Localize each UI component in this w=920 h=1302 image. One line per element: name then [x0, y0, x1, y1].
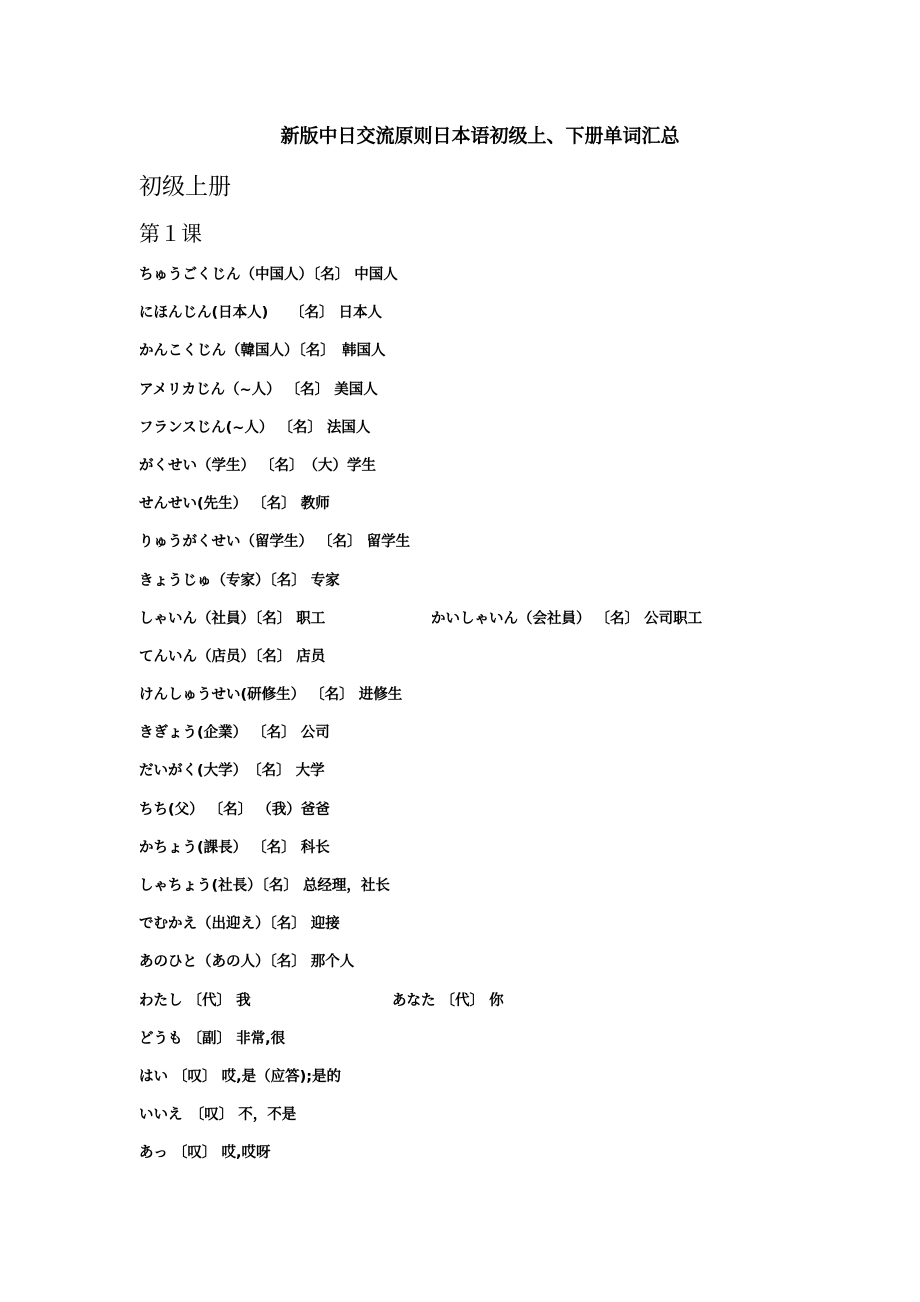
- vocab-entry: いいえ 〔叹〕 不，不是: [139, 1107, 297, 1124]
- vocab-row: [139, 988, 839, 1026]
- vocab-entry: どうも 〔副〕 非常,很: [139, 1030, 286, 1047]
- vocab-entry: りゅうがくせい（留学生） 〔名〕 留学生: [139, 534, 411, 551]
- vocab-entry: きぎょう(企業） 〔名〕 公司: [139, 725, 330, 742]
- vocab-entry: ちゅうごくじん（中国人）〔名〕 中国人: [139, 267, 398, 283]
- vocab-row: [139, 873, 839, 911]
- vocab-entry: けんしゅうせい(研修生） 〔名〕 进修生: [139, 687, 403, 704]
- vocab-row: [139, 1064, 839, 1102]
- vocab-row: [139, 797, 839, 835]
- vocab-entry: あのひと（あの人）〔名〕 那个人: [139, 954, 355, 971]
- vocab-entry: しゃちょう(社長）〔名〕 总经理，社长: [139, 878, 390, 894]
- vocab-row: [139, 949, 839, 987]
- vocabulary-list: [139, 262, 839, 1179]
- vocab-entry: ちち(父） 〔名〕 （我）爸爸: [139, 801, 330, 818]
- vocab-entry: てんいん（店员）〔名〕 店员: [139, 648, 326, 665]
- vocab-row: [139, 606, 839, 644]
- vocab-row: [139, 300, 839, 338]
- vocab-entry: アメリカじん（~人） 〔名〕 美国人: [139, 381, 378, 398]
- vocab-entry: せんせい(先生） 〔名〕 教师: [139, 496, 330, 513]
- vocab-entry: わたし 〔代〕 我: [139, 992, 251, 1009]
- vocab-row: [139, 644, 839, 682]
- vocab-entry: だいがく(大学） 〔名〕 大学: [139, 763, 325, 780]
- vocab-row: [139, 1026, 839, 1064]
- vocab-entry: あっ 〔叹〕 哎,哎呀: [139, 1145, 271, 1162]
- vocab-row: [139, 682, 839, 720]
- vocab-row: [139, 262, 839, 300]
- vocab-row: [139, 529, 839, 567]
- vocab-entry: にほんじん(日本人) 〔名〕 日本人: [139, 305, 383, 322]
- vocab-row: [139, 720, 839, 758]
- vocab-entry: がくせい（学生） 〔名〕 （大）学生: [139, 457, 377, 474]
- vocab-entry: はい 〔叹〕 哎,是（应答);是的: [139, 1068, 342, 1085]
- vocab-row: [139, 491, 839, 529]
- vocab-row: [139, 453, 839, 491]
- vocab-row: [139, 835, 839, 873]
- lesson-heading: 第１课: [139, 222, 202, 246]
- vocab-row: [139, 911, 839, 949]
- vocab-entry: しゃいん（社員）〔名〕 职工: [139, 610, 326, 627]
- vocab-entry: あなた 〔代〕 你: [392, 992, 504, 1009]
- document-title: 新版中日交流原则日本语初级上、下册单词汇总: [280, 125, 680, 147]
- vocab-row: [139, 377, 839, 415]
- vocab-row: [139, 758, 839, 796]
- vocab-entry: きょうじゅ（专家）〔名〕 专家: [139, 572, 340, 589]
- vocab-row: [139, 1102, 839, 1140]
- vocab-entry: フランスじん(~人） 〔名〕 法国人: [139, 419, 371, 436]
- vocab-entry: でむかえ（出迎え）〔名〕 迎接: [139, 916, 340, 933]
- vocab-row: [139, 1140, 839, 1178]
- vocab-row: [139, 568, 839, 606]
- vocab-entry: かちょう(課長） 〔名〕 科长: [139, 839, 330, 856]
- section-heading: 初级上册: [139, 174, 231, 200]
- vocab-row: [139, 338, 839, 376]
- vocab-row: [139, 415, 839, 453]
- vocab-entry: かいしゃいん（会社員） 〔名〕 公司职工: [431, 610, 703, 627]
- vocab-entry: かんこくじん（韓国人）〔名〕 韩国人: [139, 343, 386, 360]
